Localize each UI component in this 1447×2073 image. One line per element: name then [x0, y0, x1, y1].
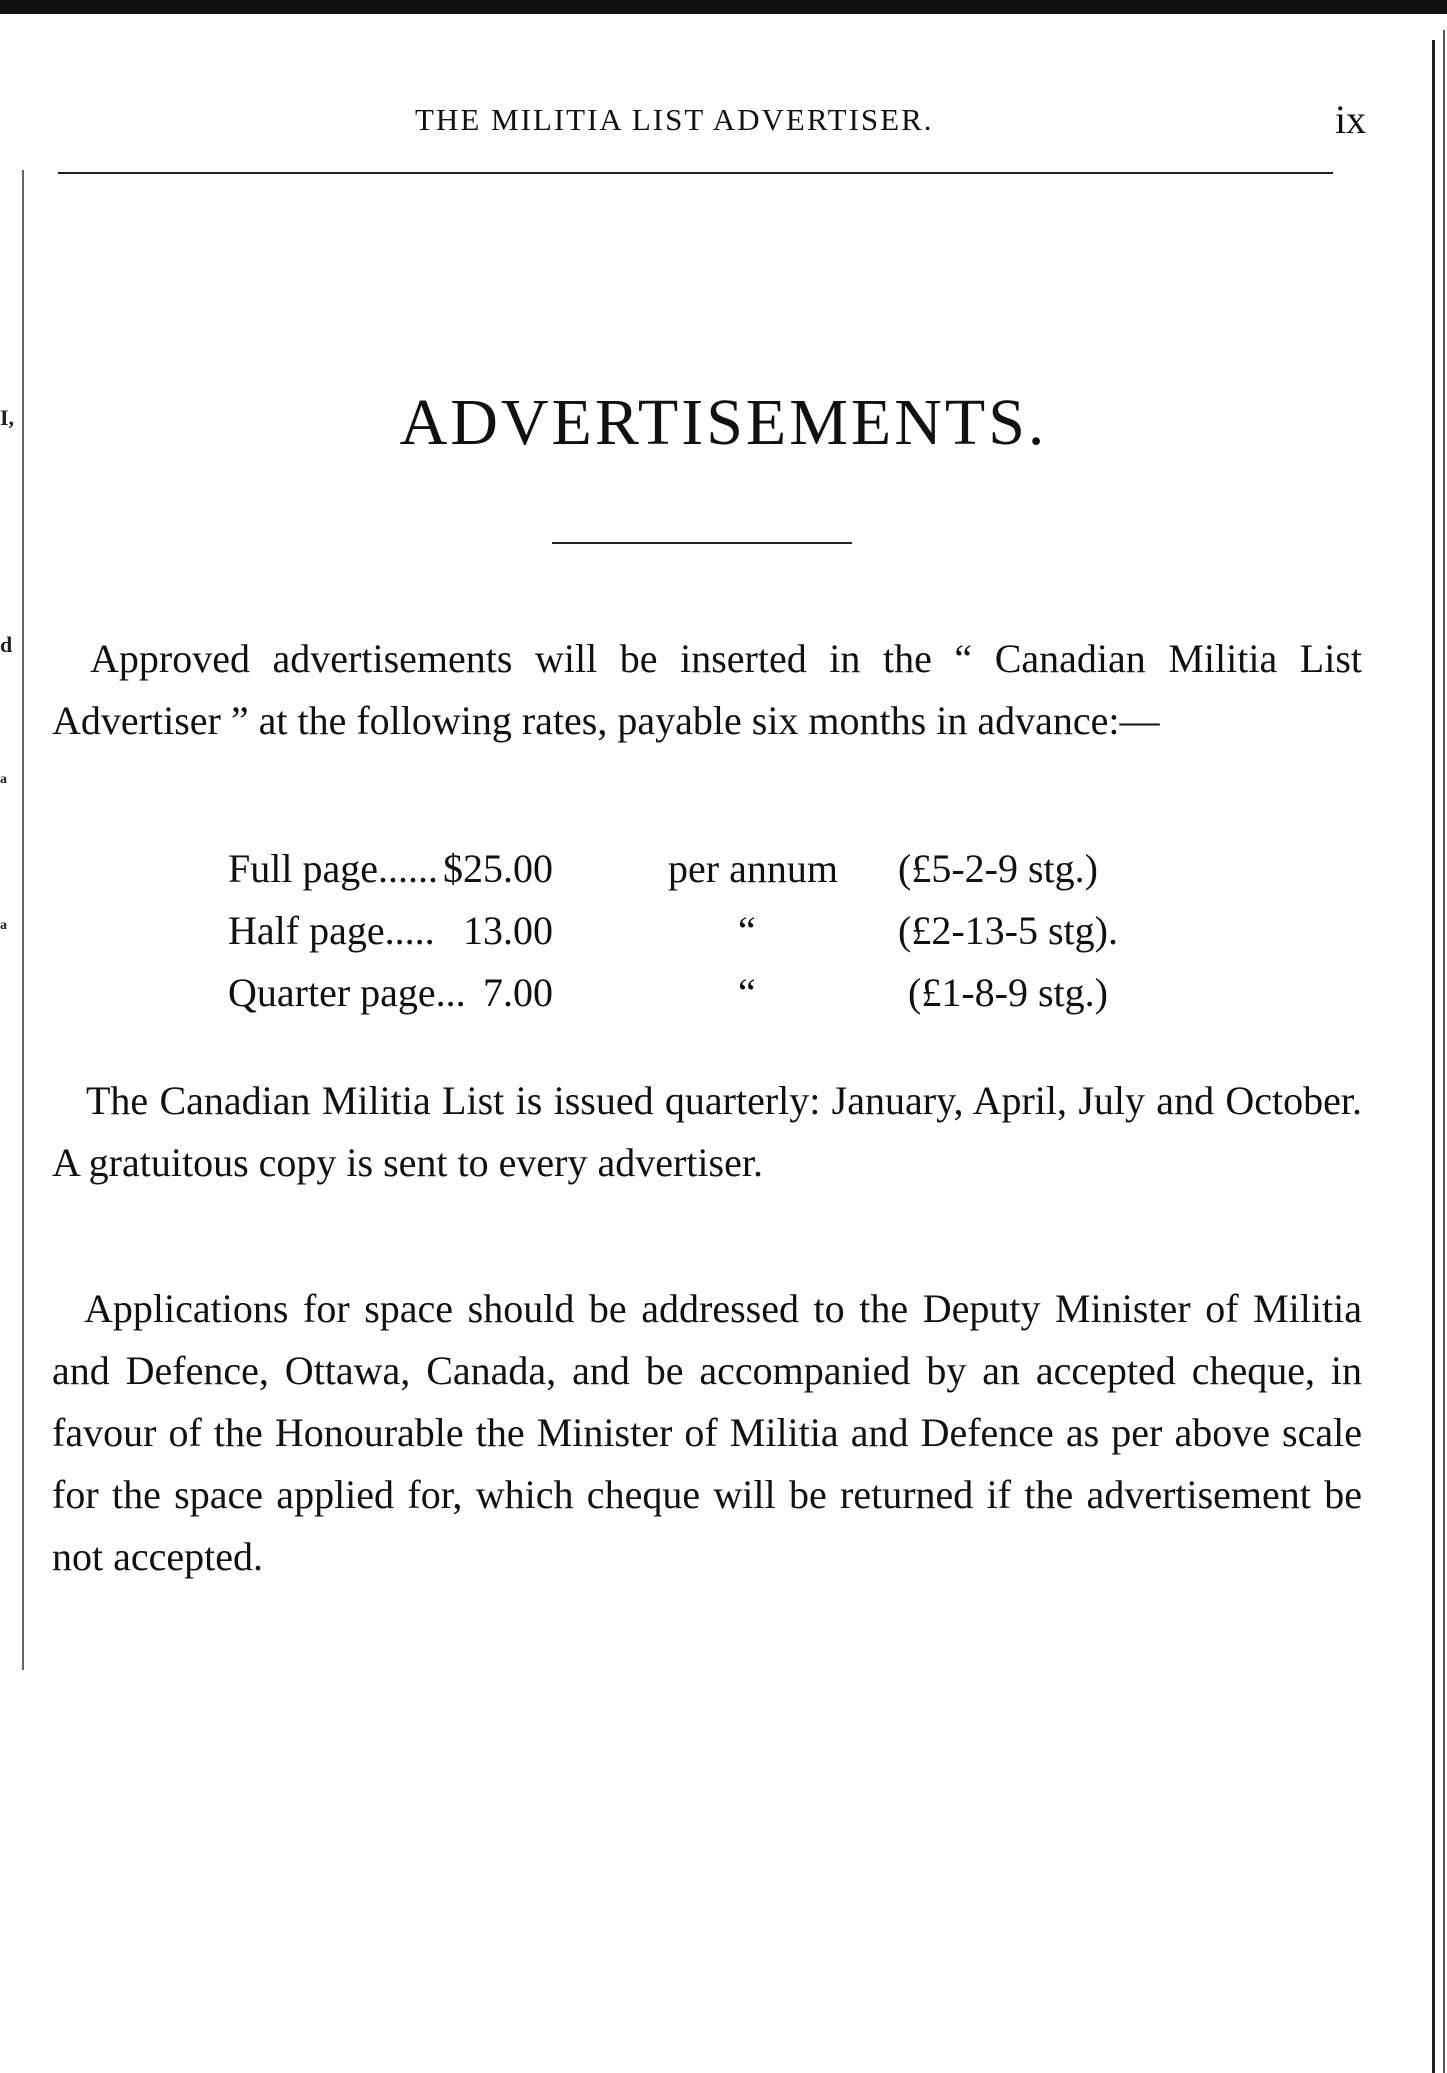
margin-mark: I,: [0, 405, 15, 430]
rate-period: “: [738, 970, 756, 1015]
rate-period: “: [738, 908, 756, 953]
rate-period: per annum: [668, 846, 838, 891]
rate-label: Quarter page...: [228, 970, 466, 1015]
page-top-edge: [0, 0, 1447, 14]
page-right-edge-outer: [1443, 30, 1445, 2073]
rate-label: Full page......: [228, 846, 438, 891]
margin-mark: a: [0, 772, 7, 787]
rate-sterling: (£5-2-9 stg.): [898, 846, 1098, 891]
margin-mark: d: [0, 632, 13, 657]
rate-label: Half page.....: [228, 908, 435, 953]
header-rule: [58, 172, 1333, 174]
rate-sterling: (£2-13-5 stg).: [898, 908, 1118, 953]
running-title: THE MILITIA LIST ADVERTISER.: [415, 102, 934, 137]
issue-paragraph: The Canadian Militia List is issued quarterly: January, April, July and October. A gratuitous copy is sent to every advertiser.: [52, 1078, 1362, 1185]
title-rule: [552, 542, 852, 544]
page-number: ix: [1335, 97, 1367, 142]
applications-paragraph: Applications for space should be addressed to the Deputy Minister of Militia and Defence, Ottawa, Canada, and be accompanied by an accepted cheque, in favour of the Honourable the Minister of Militia and Defence as per above scale for the space applied for, which cheque will be returned if the advertisement be not accepted.: [52, 1286, 1362, 1579]
page-right-edge: [1432, 40, 1435, 2073]
intro-paragraph: Approved advertisements will be inserted in the “ Canadian Militia List Advertiser ” at the following rates, payable six months in advance:—: [52, 636, 1362, 743]
page-title: ADVERTISEMENTS.: [399, 386, 1048, 459]
rate-sterling: (£1-8-9 stg.): [908, 970, 1108, 1015]
margin-mark: a: [0, 918, 7, 933]
